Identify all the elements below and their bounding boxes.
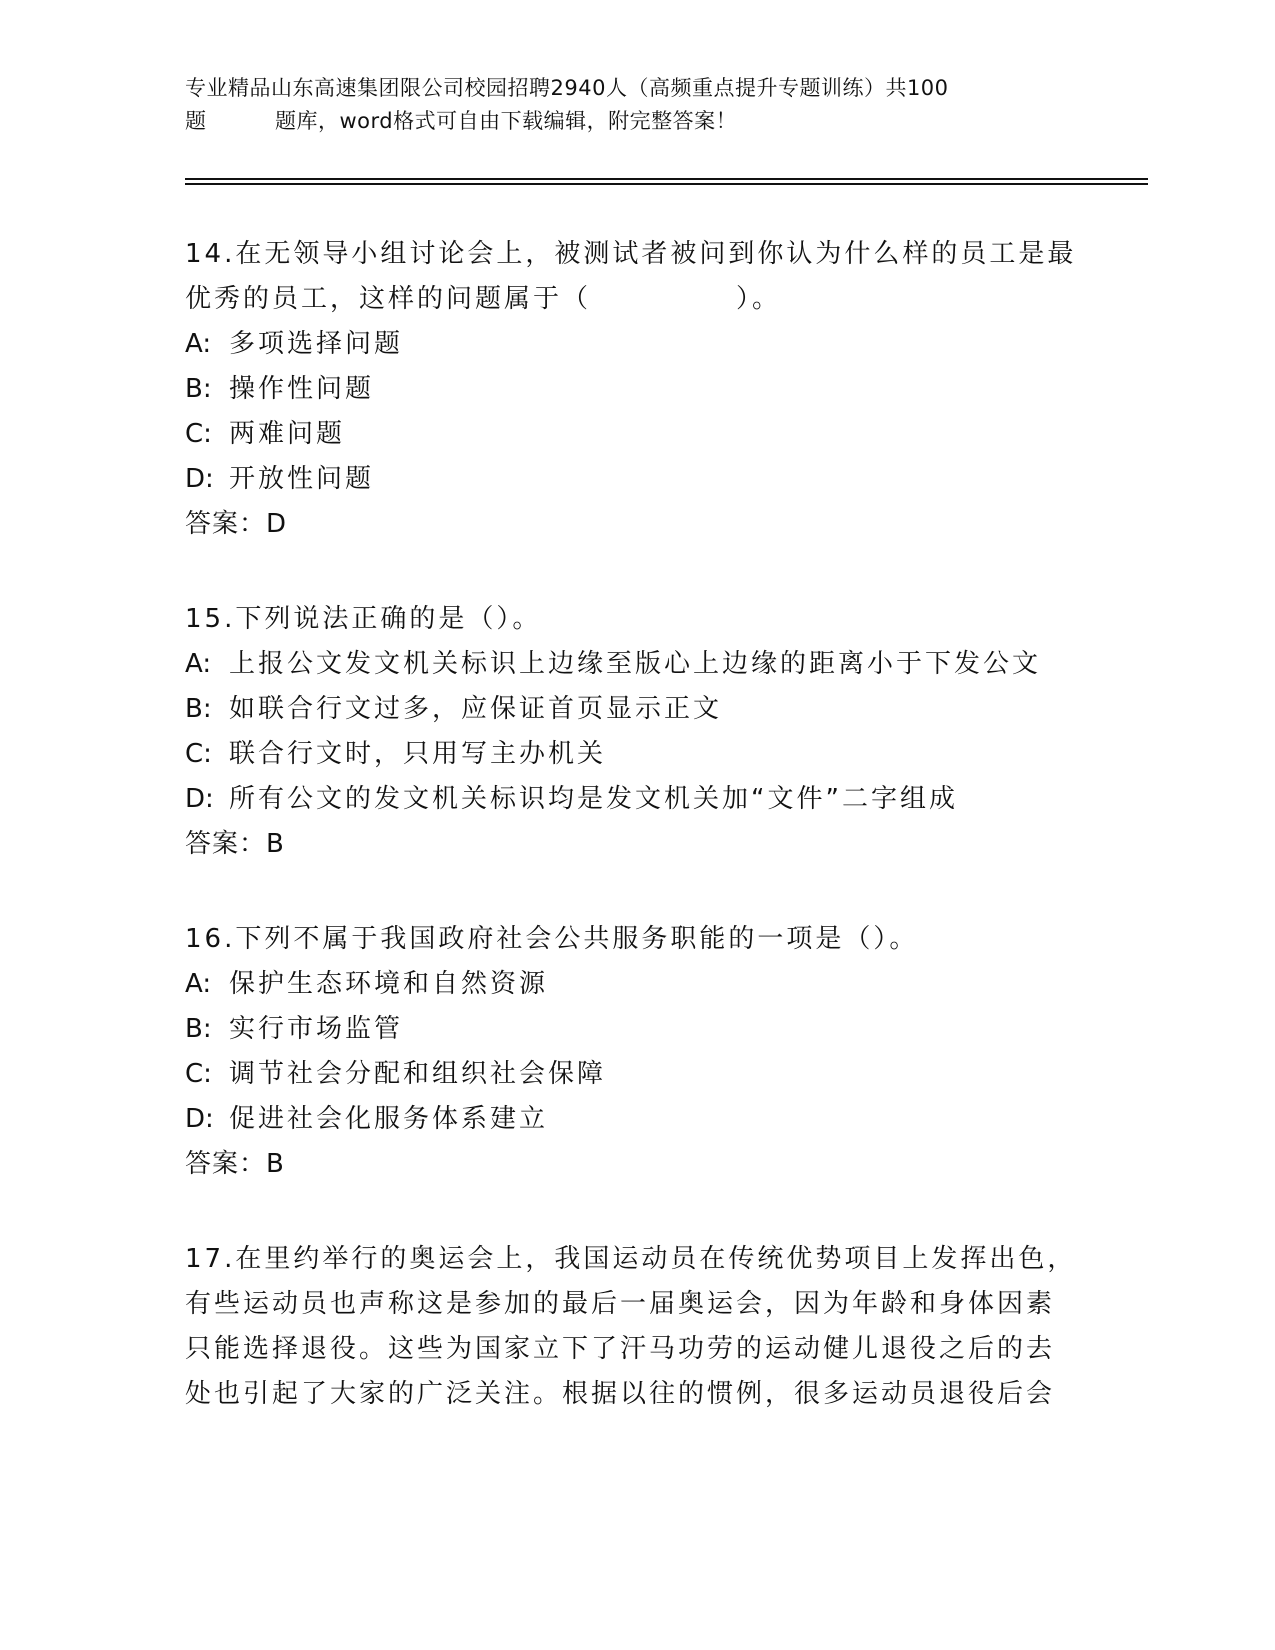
spacer <box>185 1187 1085 1237</box>
header-title-line-2 <box>185 105 1085 138</box>
question-item <box>185 597 1085 867</box>
header-title-fragment: 题库，word格式可自由下载编辑，附完整答案！ <box>275 109 738 133</box>
option-text: 如联合行文过多，应保证首页显示正文 <box>229 694 723 724</box>
option-b <box>185 367 1085 412</box>
option-letter: B: <box>185 694 212 724</box>
question-text: 优秀的员工，这样的问题属于（ ）。 <box>185 284 782 314</box>
option-a <box>185 962 1085 1007</box>
option-d <box>185 1097 1085 1142</box>
option-letter: C: <box>185 419 212 449</box>
option-letter: B: <box>185 1014 212 1044</box>
option-c <box>185 1052 1085 1097</box>
answer-line: 答案：D <box>185 509 288 539</box>
question-text: 处也引起了大家的广泛关注。根据以往的惯例，很多运动员退役后会 <box>185 1379 1056 1409</box>
option-letter: C: <box>185 739 212 769</box>
header-title-fragment: 题 <box>185 109 207 133</box>
option-text: 保护生态环境和自然资源 <box>229 969 549 999</box>
option-letter: A: <box>185 969 212 999</box>
option-b <box>185 1007 1085 1052</box>
spacer <box>185 547 1085 597</box>
option-text: 多项选择问题 <box>229 329 404 359</box>
question-text: 有些运动员也声称这是参加的最后一届奥运会，因为年龄和身体因素 <box>185 1289 1056 1319</box>
question-item <box>185 917 1085 1187</box>
option-letter: D: <box>185 1104 214 1134</box>
question-list <box>185 232 1085 1417</box>
option-text: 促进社会化服务体系建立 <box>229 1104 549 1134</box>
option-letter: C: <box>185 1059 212 1089</box>
document-header <box>185 72 1085 138</box>
option-text: 开放性问题 <box>229 464 375 494</box>
answer-line: 答案：B <box>185 1149 285 1179</box>
option-letter: D: <box>185 784 214 814</box>
option-text: 联合行文时，只用写主办机关 <box>229 739 607 769</box>
option-a <box>185 322 1085 367</box>
option-letter: A: <box>185 649 212 679</box>
option-text: 实行市场监管 <box>229 1014 404 1044</box>
option-letter: B: <box>185 374 212 404</box>
option-letter: D: <box>185 464 214 494</box>
question-text: 14.在无领导小组讨论会上，被测试者被问到你认为什么样的员工是最 <box>185 239 1077 269</box>
option-text: 操作性问题 <box>229 374 375 404</box>
option-text: 两难问题 <box>229 419 346 449</box>
option-a <box>185 642 1085 687</box>
option-c <box>185 732 1085 777</box>
question-text: 15.下列说法正确的是（）。 <box>185 604 542 634</box>
question-item <box>185 232 1085 547</box>
question-text: 16.下列不属于我国政府社会公共服务职能的一项是（）。 <box>185 924 919 954</box>
option-d <box>185 457 1085 502</box>
question-text: 只能选择退役。这些为国家立下了汗马功劳的运动健儿退役之后的去 <box>185 1334 1056 1364</box>
header-divider-bottom <box>185 183 1148 185</box>
option-d <box>185 777 1085 822</box>
option-text: 上报公文发文机关标识上边缘至版心上边缘的距离小于下发公文 <box>229 649 1042 679</box>
option-letter: A: <box>185 329 212 359</box>
question-text: 17.在里约举行的奥运会上，我国运动员在传统优势项目上发挥出色， <box>185 1244 1077 1274</box>
header-divider-top <box>185 178 1148 180</box>
option-b <box>185 687 1085 732</box>
question-item <box>185 1237 1085 1417</box>
answer-line: 答案：B <box>185 829 285 859</box>
spacer <box>185 867 1085 917</box>
option-text: 所有公文的发文机关标识均是发文机关加“文件”二字组成 <box>229 784 958 814</box>
option-c <box>185 412 1085 457</box>
header-title-line-1: 专业精品山东高速集团限公司校园招聘2940人（高频重点提升专题训练）共100 <box>185 76 949 100</box>
option-text: 调节社会分配和组织社会保障 <box>229 1059 607 1089</box>
